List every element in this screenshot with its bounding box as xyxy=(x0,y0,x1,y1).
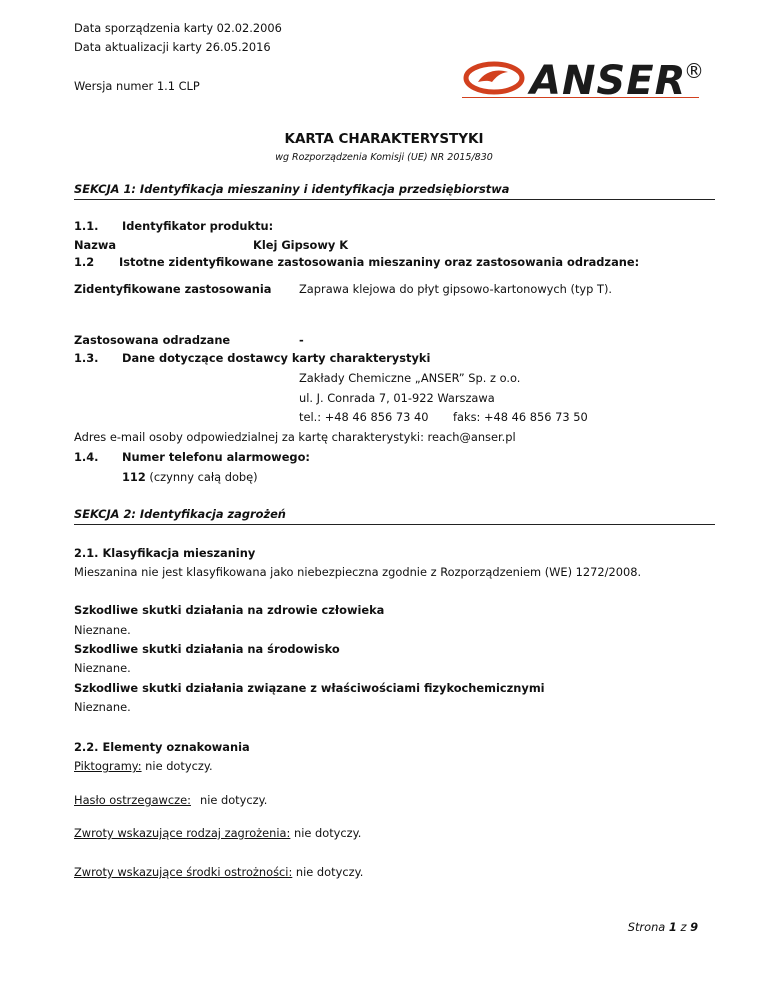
hazard-statements-label: Zwroty wskazujące rodzaj zagrożenia: xyxy=(74,826,291,840)
company-phone: tel.: +48 46 856 73 40 xyxy=(299,410,429,424)
advised-against-value: - xyxy=(299,333,304,347)
contact-email-line: Adres e-mail osoby odpowiedzialnej za kartę charakterystyki: reach@anser.pl xyxy=(74,430,516,444)
section1-heading: SEKCJA 1: Identyfikacja mieszaniny i identyfikacja przedsiębiorstwa xyxy=(74,182,510,196)
s13-number: 1.3. xyxy=(74,351,99,365)
product-name-value: Klej Gipsowy K xyxy=(253,238,349,252)
page-of: z xyxy=(676,920,691,934)
pictograms-value: nie dotyczy. xyxy=(141,759,213,773)
document-subtitle: wg Rozporządzenia Komisji (UE) NR 2015/830 xyxy=(275,152,493,163)
s12-number: 1.2 xyxy=(74,255,95,269)
s21-text: Mieszanina nie jest klasyfikowana jako niebezpieczna zgodnie z Rozporządzeniem (WE) 1272/2008. xyxy=(74,565,642,579)
identified-uses-value: Zaprawa klejowa do płyt gipsowo-kartonowych (typ T). xyxy=(299,282,613,296)
environment-effects-label: Szkodliwe skutki działania na środowisko xyxy=(74,642,340,656)
registered-mark: ® xyxy=(684,59,704,83)
health-effects-label: Szkodliwe skutki działania na zdrowie człowieka xyxy=(74,603,385,617)
advised-against-label: Zastosowana odradzane xyxy=(74,333,231,347)
preparation-date: Data sporządzenia karty 02.02.2006 xyxy=(74,21,282,35)
s14-number: 1.4. xyxy=(74,450,99,464)
page-prefix: Strona xyxy=(627,920,669,934)
page-total: 9 xyxy=(690,920,698,934)
s22-label: 2.2. Elementy oznakowania xyxy=(74,740,250,754)
precautionary-statements-label: Zwroty wskazujące środki ostrożności: xyxy=(74,865,293,879)
version-number: Wersja numer 1.1 CLP xyxy=(74,79,200,93)
pictograms-label: Piktogramy: xyxy=(74,759,142,773)
anser-logo xyxy=(462,58,712,98)
page-current: 1 xyxy=(668,920,677,934)
company-address: ul. J. Conrada 7, 01-922 Warszawa xyxy=(299,391,495,405)
hazard-statements-line xyxy=(74,826,361,840)
s21-label: 2.1. Klasyfikacja mieszaniny xyxy=(74,546,256,560)
header-divider xyxy=(462,97,699,98)
logo-wordmark: ANSER xyxy=(530,58,687,98)
physchem-effects-label: Szkodliwe skutki działania związane z właściwościami fizykochemicznymi xyxy=(74,681,545,695)
emergency-number: 112 xyxy=(122,470,146,484)
bird-icon xyxy=(478,70,508,82)
signal-word-line xyxy=(74,793,267,807)
page-number xyxy=(628,920,698,934)
emergency-phone xyxy=(122,470,258,484)
precautionary-statements-line xyxy=(74,865,363,879)
section2-rule xyxy=(74,524,715,525)
signal-word-label: Hasło ostrzegawcze: xyxy=(74,793,191,807)
signal-word-value: nie dotyczy. xyxy=(199,793,268,807)
pictograms-line xyxy=(74,759,213,773)
physchem-effects-value: Nieznane. xyxy=(74,700,131,714)
s11-number: 1.1. xyxy=(74,219,99,233)
emergency-note: (czynny całą dobę) xyxy=(145,470,258,484)
s14-label: Numer telefonu alarmowego: xyxy=(122,450,310,464)
s12-label: Istotne zidentyfikowane zastosowania mieszaniny oraz zastosowania odradzane: xyxy=(119,255,640,269)
section2-heading: SEKCJA 2: Identyfikacja zagrożeń xyxy=(74,507,286,521)
document-title: KARTA CHARAKTERYSTYKI xyxy=(284,131,484,147)
s13-label: Dane dotyczące dostawcy karty charakterystyki xyxy=(122,351,431,365)
update-date: Data aktualizacji karty 26.05.2016 xyxy=(74,40,271,54)
company-fax: faks: +48 46 856 73 50 xyxy=(453,410,588,424)
company-name: Zakłady Chemiczne „ANSER” Sp. z o.o. xyxy=(299,371,521,385)
section1-rule xyxy=(74,199,715,200)
health-effects-value: Nieznane. xyxy=(74,623,131,637)
environment-effects-value: Nieznane. xyxy=(74,661,131,675)
identified-uses-label: Zidentyfikowane zastosowania xyxy=(74,282,272,296)
s11-label: Identyfikator produktu: xyxy=(122,219,274,233)
precautionary-statements-value: nie dotyczy. xyxy=(292,865,364,879)
hazard-statements-value: nie dotyczy. xyxy=(290,826,362,840)
product-name-label: Nazwa xyxy=(74,238,117,252)
